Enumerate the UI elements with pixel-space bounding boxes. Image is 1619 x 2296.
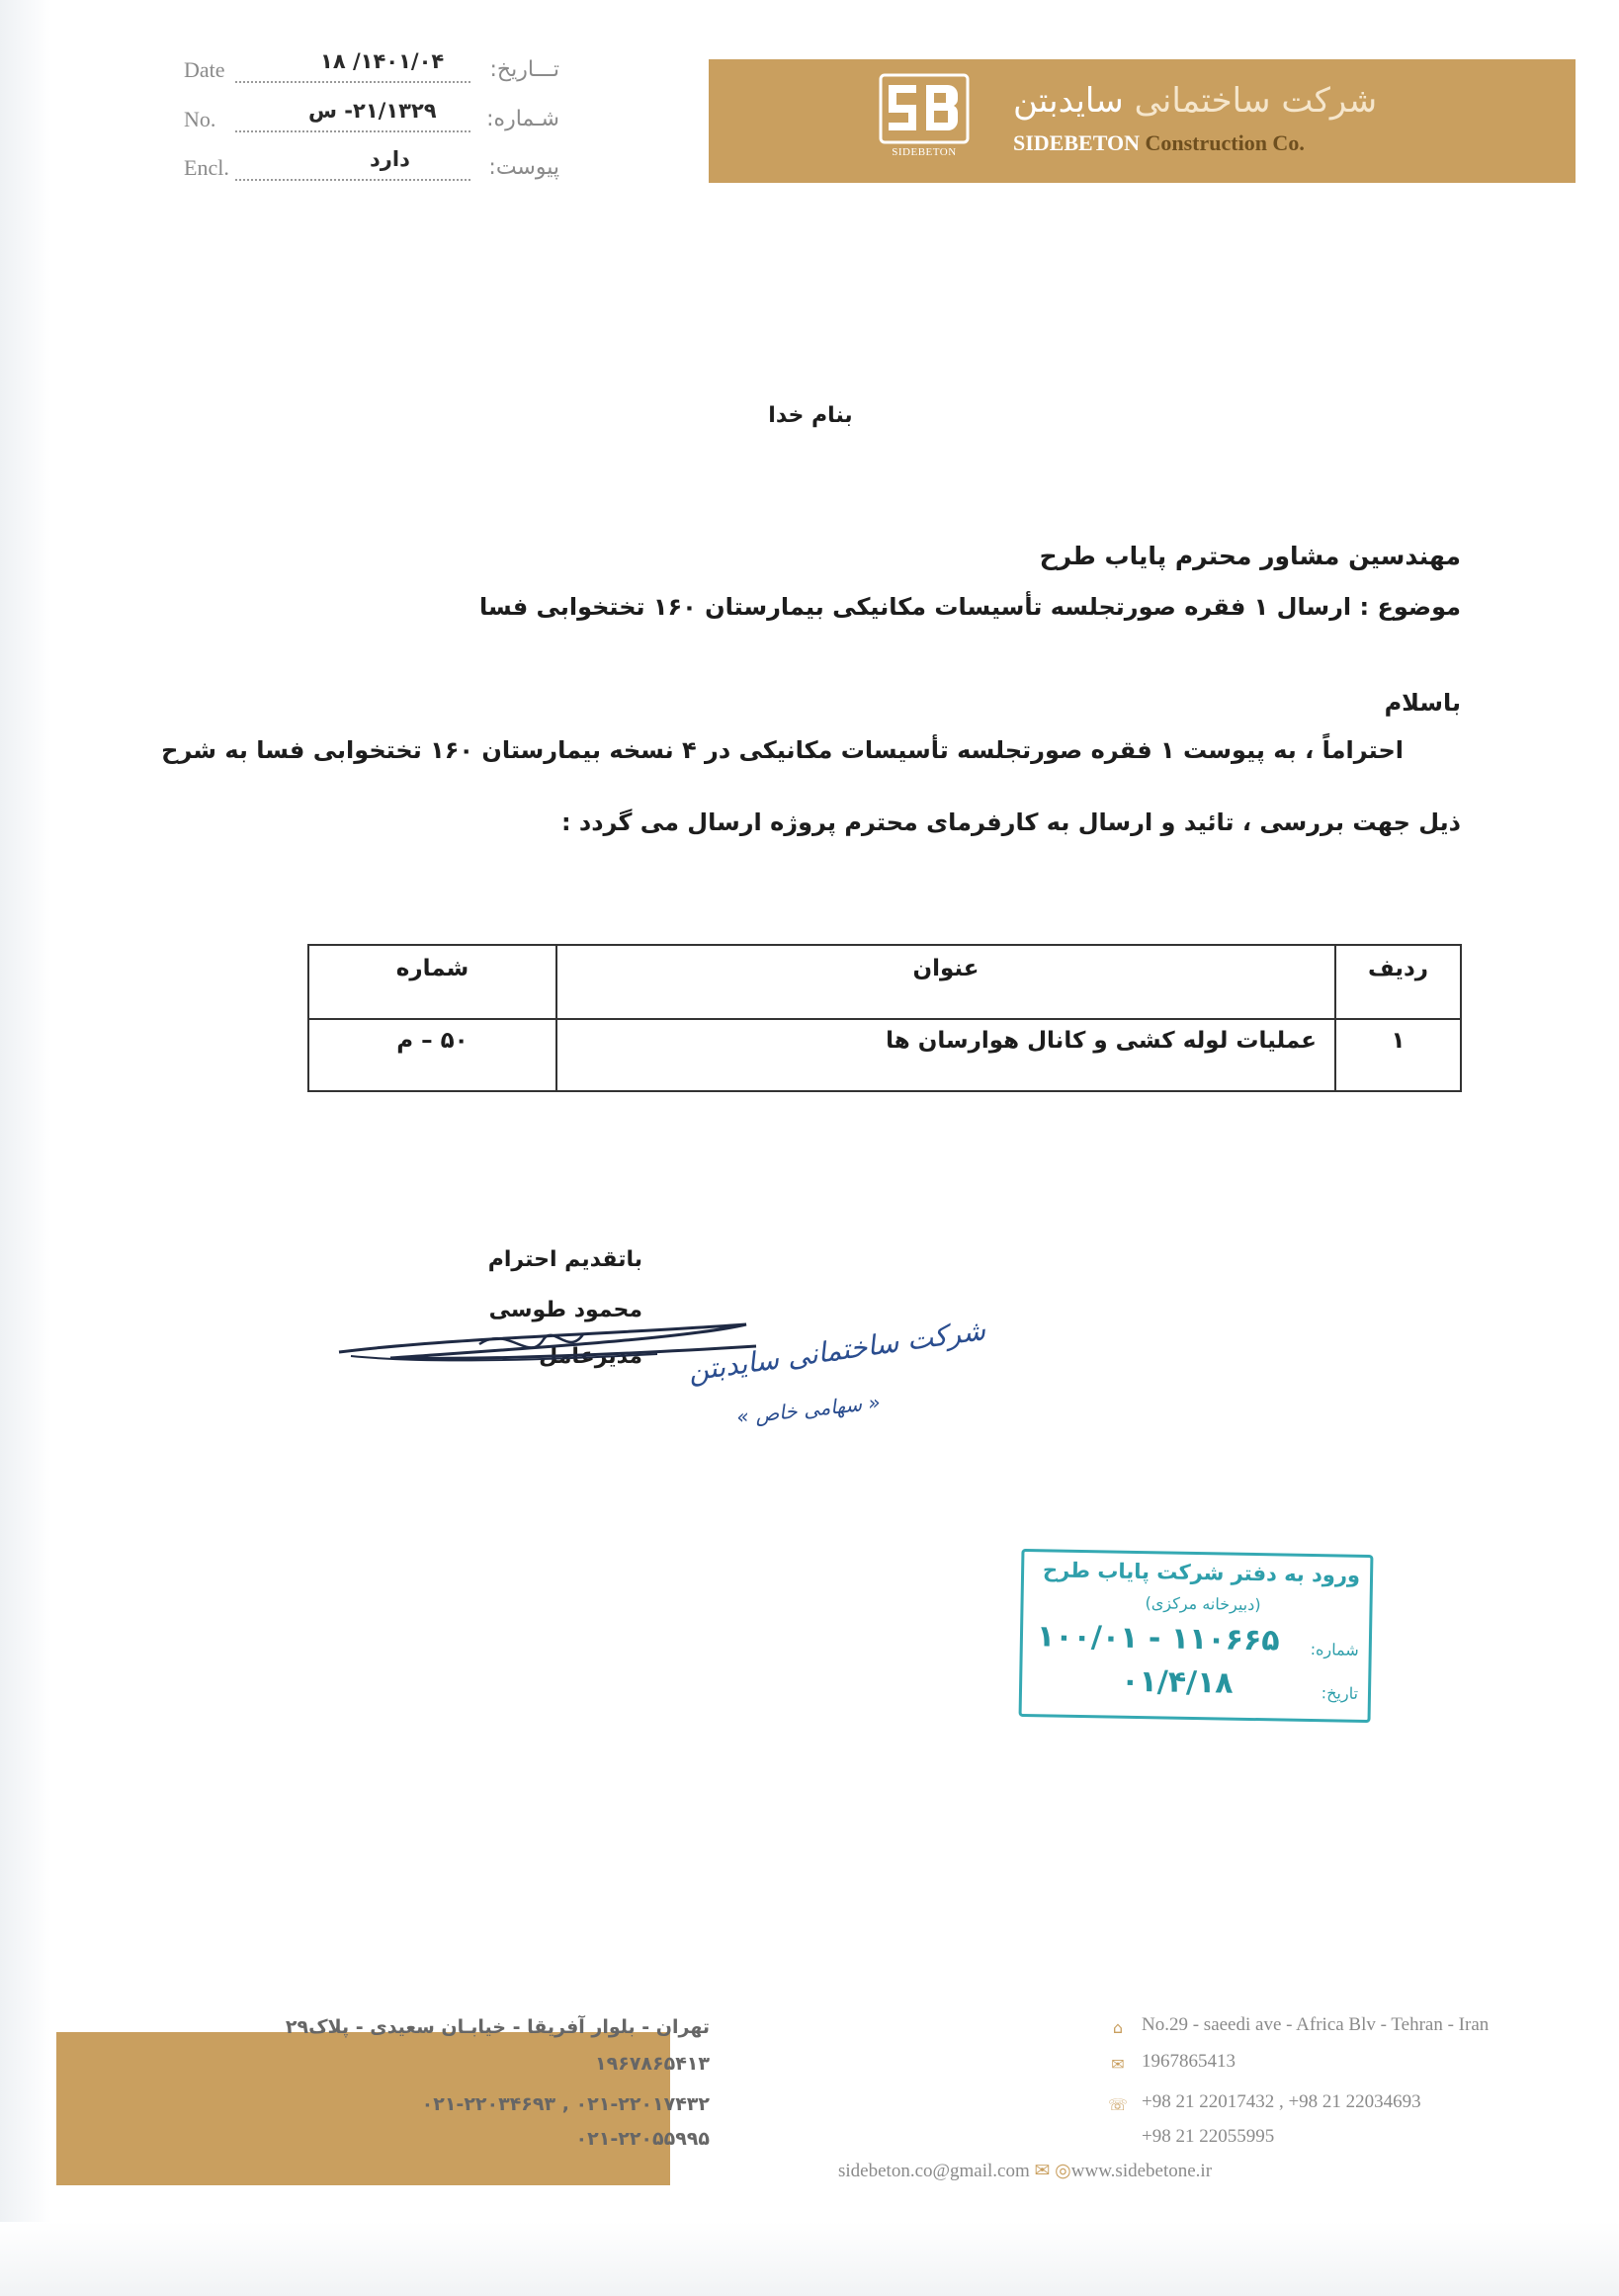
letterhead-band (709, 59, 1576, 183)
company-name-fa-prefix: شرکت ساختمانی (1134, 81, 1378, 121)
date-dotted-line (235, 81, 470, 83)
enclosure-dotted-line (235, 179, 470, 181)
stamp-subtitle: (دبیرخانه مرکزی) (1145, 1593, 1261, 1615)
company-name-en-main: SIDEBETON (1013, 130, 1140, 155)
date-label-en: Date (184, 57, 225, 82)
recipient-line: مهندسین مشاور محترم پایاب طرح (1039, 542, 1461, 570)
body-paragraph-line-2: ذیل جهت بررسی ، تائید و ارسال به کارفرمای محترم پروژه ارسال می گردد : (560, 808, 1461, 836)
greeting-line: باسلام (1384, 689, 1461, 717)
items-table (307, 944, 1462, 1092)
signer-name: محمود طوسی (488, 1298, 642, 1322)
number-label-en: No. (184, 107, 216, 131)
date-label-fa: تـــاریخ: (489, 57, 559, 82)
stamp-title: ورود به دفتر شرکت پایاب طرح (1042, 1558, 1361, 1587)
scan-edge-shade (0, 0, 51, 2296)
footer-website: www.sidebetone.ir (1070, 2161, 1213, 2181)
scan-bottom-shade (0, 2222, 1619, 2296)
company-name-en (1013, 130, 1305, 156)
date-value: ۱۴۰۱/۰۴/ ۱۸ (320, 49, 445, 73)
number-label-fa: شـماره: (486, 107, 559, 131)
footer-phone-en: +98 21 22017432 , +98 21 22034693 (1142, 2091, 1421, 2112)
footer-postal-en: 1967865413 (1142, 2051, 1236, 2072)
table-header-row (309, 946, 1460, 1020)
footer-address-en: No.29 - saeedi ave - Africa Blv - Tehran - Iran (1142, 2014, 1490, 2035)
footer-postal-fa: ۱۹۶۷۸۶۵۴۱۳ (595, 2053, 710, 2075)
header-radif: ردیف (1334, 946, 1460, 1018)
mailbox-icon: ✉ (1111, 2055, 1125, 2074)
signature-company-note: « سهامی خاص » (735, 1390, 882, 1429)
row-radif: ۱ (1334, 1018, 1460, 1090)
header-number: شماره (395, 956, 469, 981)
row-number: ۵۰ – م (396, 1028, 469, 1054)
phone-icon: ☏ (1107, 2095, 1128, 2114)
stamp-number-value: ۱۰۰/۰۱ - ۱۱۰۶۶۵ (1036, 1619, 1280, 1658)
closing-regards: باتقدیم احترام (487, 1247, 642, 1272)
globe-icon: ◎ (1055, 2161, 1071, 2181)
stamp-date-label: تاریخ: (1321, 1683, 1359, 1703)
footer-fax-fa: ۰۲۱-۲۲۰۵۵۹۹۵ (575, 2128, 710, 2150)
stamp-date-value: ۰۱/۴/۱۸ (1120, 1663, 1234, 1701)
stamp-number-label: شماره: (1310, 1640, 1359, 1659)
subject-line: موضوع : ارسال ۱ فقره صورتجلسه تأسیسات مکانیکی بیمارستان ۱۶۰ تختخوابی فسا (479, 593, 1461, 621)
signature-strokes-icon (331, 1295, 964, 1463)
company-name-en-suffix: Construction Co. (1145, 130, 1305, 155)
email-icon: ✉ (1034, 2161, 1051, 2181)
meta-date-row (184, 49, 559, 97)
header-title: عنوان (555, 946, 1334, 1018)
footer-contact-web (838, 2160, 1212, 2182)
footer-phone-fa: ۰۲۱-۲۲۰۱۷۴۳۲ , ۰۲۱-۲۲۰۳۴۶۹۳ (421, 2093, 710, 2115)
footer-email: sidebeton.co@gmail.com (838, 2161, 1030, 2181)
footer-fax-en: +98 21 22055995 (1142, 2126, 1275, 2147)
company-logo (879, 73, 970, 164)
meta-number-row (184, 99, 559, 146)
home-icon: ⌂ (1112, 2018, 1124, 2037)
signer-role: مدیرعامل (539, 1344, 642, 1369)
logo-caption: SIDEBETON (892, 146, 957, 158)
handwritten-signature (331, 1295, 988, 1463)
company-name-fa-main: سایدبتن (1013, 81, 1124, 121)
company-name-fa (1013, 81, 1377, 121)
bismillah-heading: بنام خدا (768, 403, 853, 428)
number-dotted-line (235, 130, 470, 132)
enclosure-value: دارد (370, 147, 410, 171)
meta-enclosure-row (184, 147, 559, 195)
enclosure-label-en: Encl. (184, 155, 229, 180)
signature-company-script: شرکت ساختمانی سایدبتن (686, 1314, 988, 1388)
footer-address-fa: تهران - بلوار آفریقا - خیابـان سعیدی - پلاک۲۹ (285, 2016, 710, 2038)
enclosure-label-fa: پیوست: (488, 155, 559, 180)
row-title: عملیات لوله کشی و کانال هوارسان ها (555, 1018, 1334, 1090)
table-row (309, 1018, 1460, 1090)
number-value: ۲۱/۱۳۲۹- س (308, 99, 437, 123)
body-paragraph-line-1: احتراماً ، به پیوست ۱ فقره صورتجلسه تأسیسات مکانیکی در ۴ نسخه بیمارستان ۱۶۰ تختخوابی فسا به شرح (161, 736, 1404, 764)
received-stamp (1019, 1549, 1374, 1723)
